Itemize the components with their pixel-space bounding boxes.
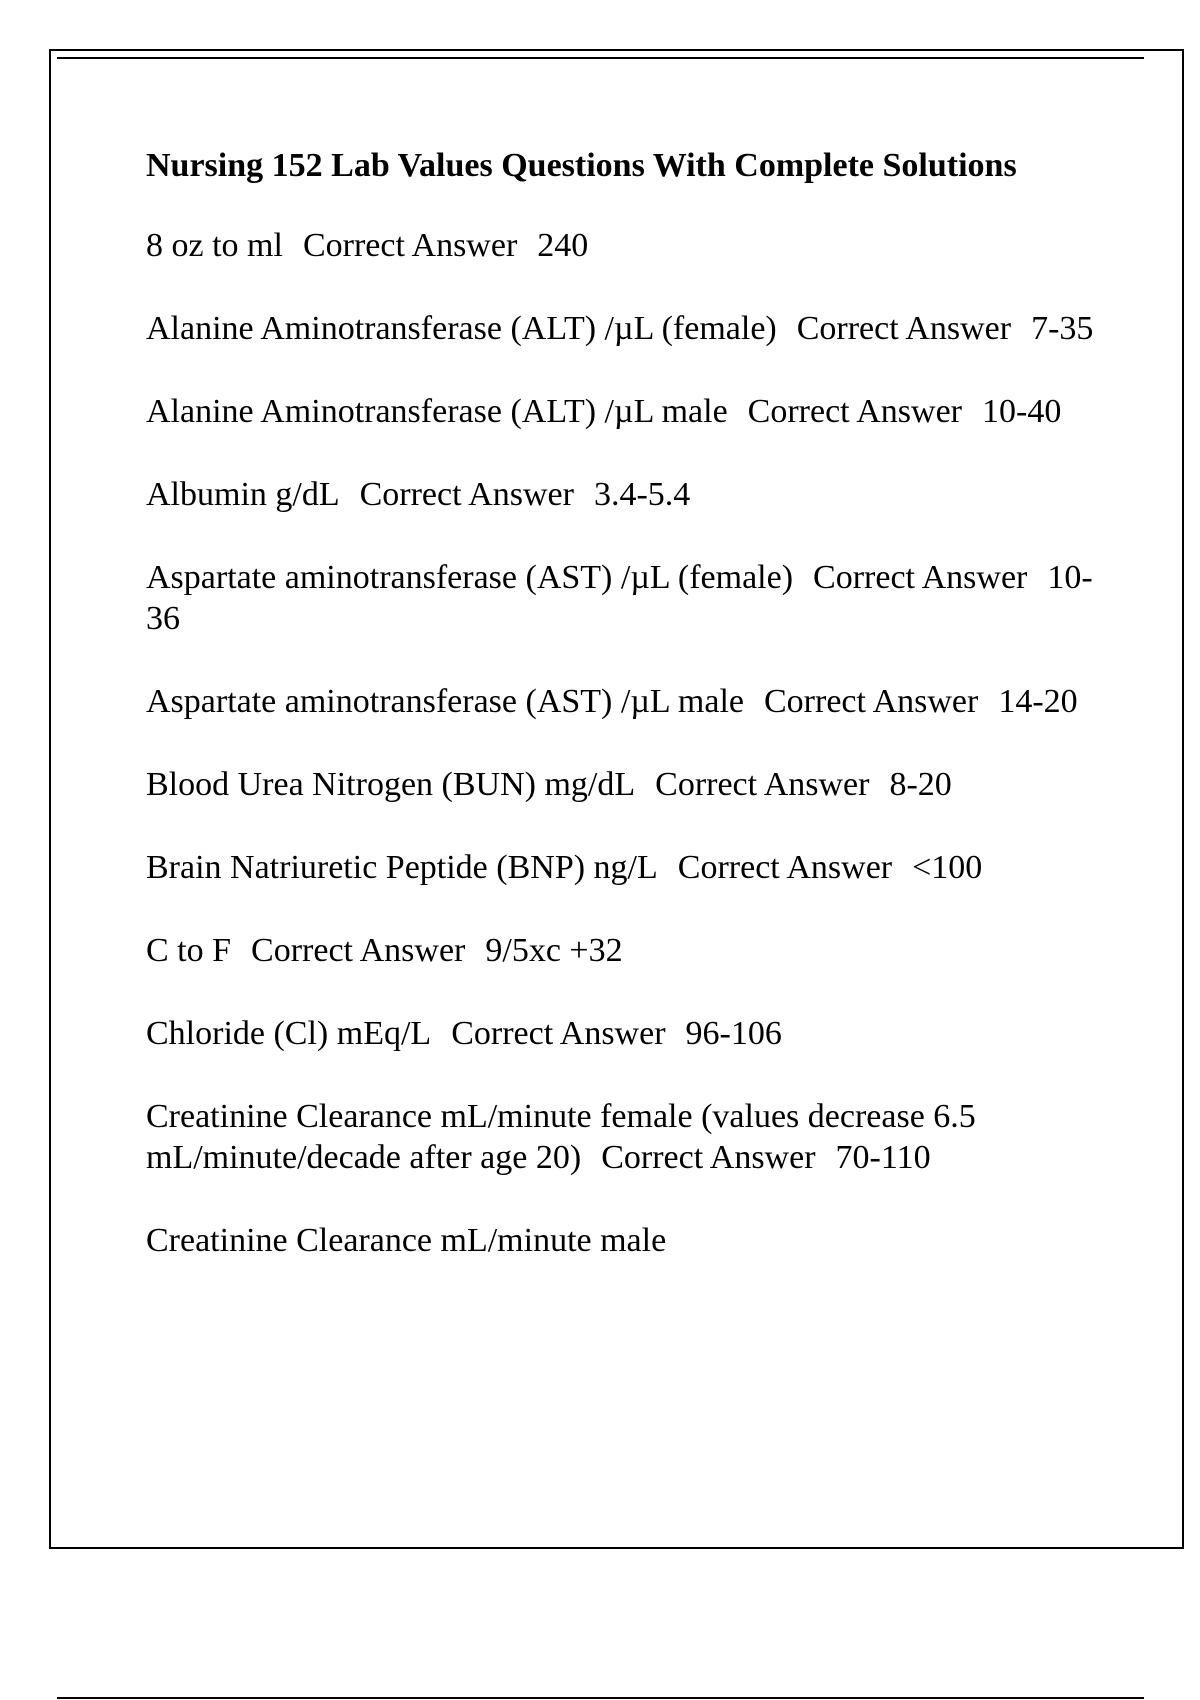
answer-label: Correct Answer [451, 1015, 666, 1052]
qa-item [146, 1220, 1096, 1261]
bottom-rule [57, 1697, 1144, 1699]
qa-item [146, 930, 1096, 971]
question-text: Brain Natriuretic Peptide (BNP) ng/L [146, 849, 658, 886]
qa-item [146, 847, 1096, 888]
answer-value: 10-36 [146, 559, 1093, 637]
answer-value: 14-20 [998, 683, 1078, 720]
qa-list [146, 225, 1096, 1261]
question-text: Creatinine Clearance mL/minute male [146, 1222, 667, 1259]
answer-label: Correct Answer [302, 227, 518, 264]
answer-label: Correct Answer [796, 310, 1012, 347]
question-text: Albumin g/dL [146, 476, 340, 513]
answer-label: Correct Answer [251, 932, 466, 969]
qa-item [146, 1096, 1096, 1178]
answer-value: 3.4-5.4 [593, 476, 691, 513]
top-rule [57, 57, 1144, 59]
answer-label: Correct Answer [677, 849, 893, 886]
question-text: Chloride (Cl) mEq/L [146, 1015, 432, 1052]
page-title: Nursing 152 Lab Values Questions With Complete Solutions [146, 147, 1017, 184]
answer-value: 7-35 [1031, 310, 1094, 347]
question-text: Aspartate aminotransferase (AST) /µL (female) [146, 559, 794, 596]
qa-item [146, 308, 1096, 349]
qa-item [146, 764, 1096, 805]
question-text: Aspartate aminotransferase (AST) /µL male [146, 683, 744, 720]
answer-value: <100 [912, 849, 983, 886]
question-text: Blood Urea Nitrogen (BUN) mg/dL [146, 766, 636, 803]
qa-item [146, 391, 1096, 432]
qa-item [146, 474, 1096, 515]
qa-item [146, 1013, 1096, 1054]
answer-value: 10-40 [982, 393, 1062, 430]
answer-label: Correct Answer [601, 1139, 816, 1176]
question-text: 8 oz to ml [146, 227, 283, 264]
answer-label: Correct Answer [764, 683, 979, 720]
question-text: Creatinine Clearance mL/minute female (values decrease 6.5 mL/minute/decade after age 20) [146, 1098, 976, 1176]
qa-item [146, 557, 1096, 639]
answer-label: Correct Answer [655, 766, 870, 803]
question-text: Alanine Aminotransferase (ALT) /µL male [146, 393, 728, 430]
answer-value: 240 [537, 227, 589, 264]
answer-label: Correct Answer [813, 559, 1028, 596]
question-text: Alanine Aminotransferase (ALT) /µL (female) [146, 310, 777, 347]
qa-item [146, 681, 1096, 722]
document-body [146, 145, 1096, 1303]
answer-value: 96-106 [685, 1015, 782, 1052]
qa-item [146, 225, 1096, 266]
question-text: C to F [146, 932, 232, 969]
answer-label: Correct Answer [747, 393, 962, 430]
answer-value: 9/5xc +32 [485, 932, 623, 969]
answer-value: 70-110 [835, 1139, 931, 1176]
answer-value: 8-20 [889, 766, 952, 803]
answer-label: Correct Answer [359, 476, 574, 513]
